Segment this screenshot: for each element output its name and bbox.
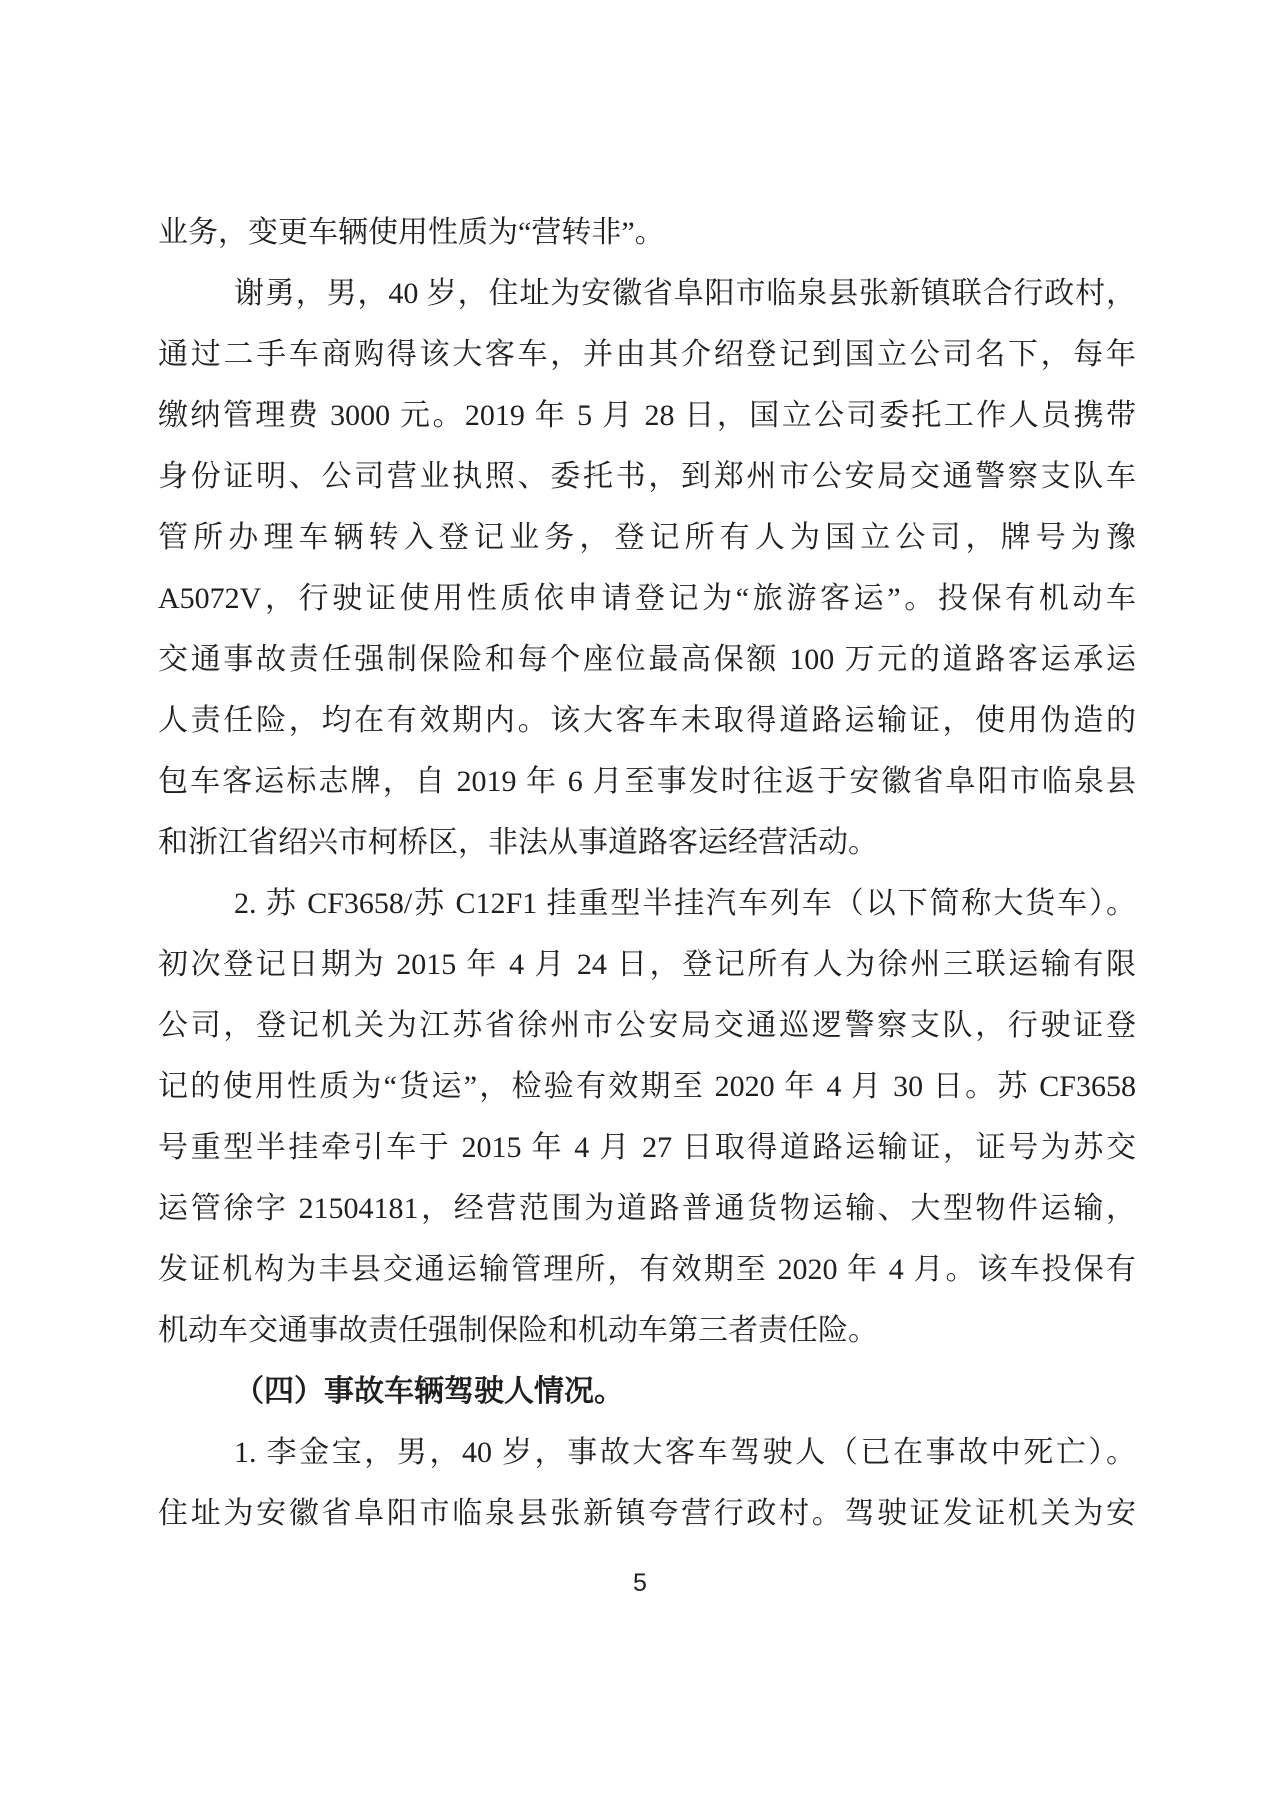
text-line: 初次登记日期为 2015 年 4 月 24 日，登记所有人为徐州三联运输有限	[158, 948, 1136, 981]
text-line: 公司，登记机关为江苏省徐州市公安局交通巡逻警察支队，行驶证登	[158, 1009, 1136, 1042]
text-line: 谢勇，男，40 岁，住址为安徽省阜阳市临泉县张新镇联合行政村，	[234, 277, 1136, 310]
text-line: 包车客运标志牌，自 2019 年 6 月至事发时往返于安徽省阜阳市临泉县	[158, 765, 1136, 798]
text-line: 身份证明、公司营业执照、委托书，到郑州市公安局交通警察支队车	[158, 460, 1136, 493]
text-line: 和浙江省绍兴市柯桥区，非法从事道路客运经营活动。	[158, 826, 878, 859]
text-line: 记的使用性质为“货运”，检验有效期至 2020 年 4 月 30 日。苏 CF3658	[158, 1070, 1136, 1103]
page-text	[158, 202, 1136, 1544]
text-line: 管所办理车辆转入登记业务，登记所有人为国立公司，牌号为豫	[158, 521, 1136, 554]
text-line: 机动车交通事故责任强制保险和机动车第三者责任险。	[158, 1314, 878, 1347]
text-line: 运管徐字 21504181，经营范围为道路普通货物运输、大型物件运输，	[158, 1192, 1136, 1225]
text-line: 人责任险，均在有效期内。该大客车未取得道路运输证，使用伪造的	[158, 704, 1136, 737]
text-line: 1. 李金宝，男，40 岁，事故大客车驾驶人（已在事故中死亡）。	[234, 1436, 1136, 1469]
text-line: 业务，变更车辆使用性质为“营转非”。	[158, 216, 665, 249]
text-line: 缴纳管理费 3000 元。2019 年 5 月 28 日，国立公司委托工作人员携带	[158, 399, 1136, 432]
page-number: 5	[633, 1569, 647, 1597]
text-line: 交通事故责任强制保险和每个座位最高保额 100 万元的道路客运承运	[158, 643, 1136, 676]
text-line: A5072V，行驶证使用性质依申请登记为“旅游客运”。投保有机动车	[158, 582, 1136, 615]
text-line: 住址为安徽省阜阳市临泉县张新镇夸营行政村。驾驶证发证机关为安	[158, 1497, 1136, 1530]
text-line: 号重型半挂牵引车于 2015 年 4 月 27 日取得道路运输证，证号为苏交	[158, 1131, 1136, 1164]
text-line: 发证机构为丰县交通运输管理所，有效期至 2020 年 4 月。该车投保有	[158, 1253, 1136, 1286]
text-line: 通过二手车商购得该大客车，并由其介绍登记到国立公司名下，每年	[158, 338, 1136, 371]
text-line: （四）事故车辆驾驶人情况。	[234, 1375, 624, 1408]
text-line: 2. 苏 CF3658/苏 C12F1 挂重型半挂汽车列车（以下简称大货车）。	[234, 887, 1136, 920]
